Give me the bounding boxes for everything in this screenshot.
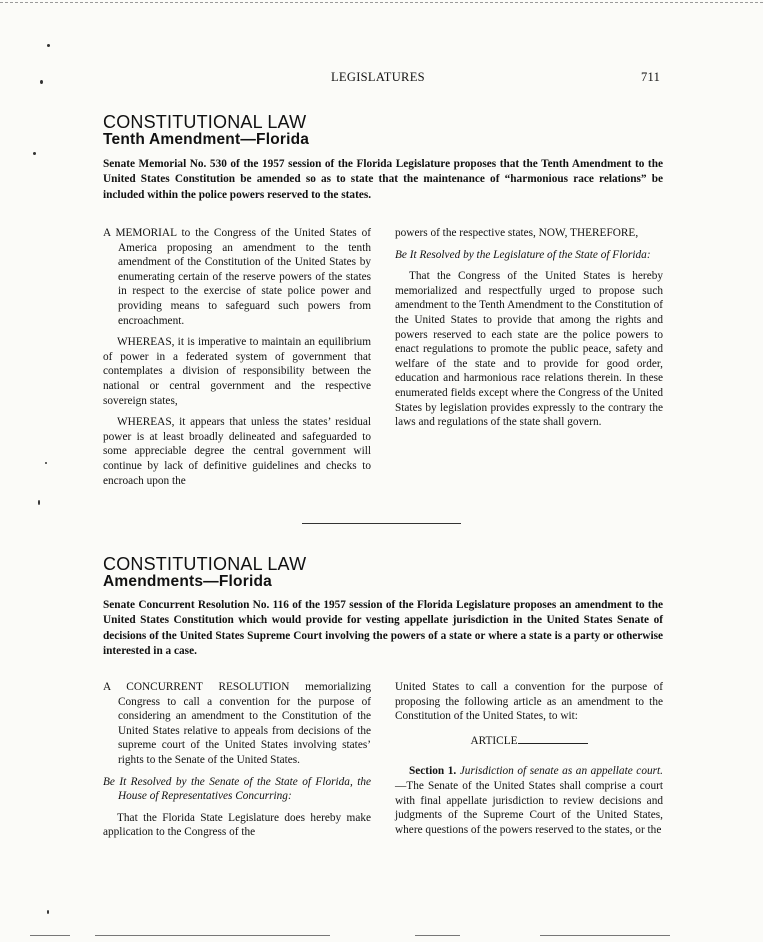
memorial-preamble: A MEMORIAL to the Congress of the United States of America proposing an amendment to the tenth amendment of the Constitution of the United States by enumerating certain of the reserve powers of the states in respect to the exercise of state police power and providing means to safeguard such powers from encroachment. [103,227,371,327]
section-title: Jurisdiction of senate as an appellate court. [459,765,663,778]
bottom-edge-mark [540,935,670,936]
section-number: Section 1. [409,765,457,778]
section-1-summary: Senate Memorial No. 530 of the 1957 session of the Florida Legislature proposes that the Tenth Amendment to the United States Constitution be amended so as to state that the maintenance of “harmonious race relations” be included within the police powers reserved to the states. [103,158,663,201]
scan-speck [47,910,49,914]
scan-speck [38,500,40,505]
article-heading [395,734,663,749]
section-1-right-column [395,226,663,437]
whereas-paragraph-1: WHEREAS, it is imperative to maintain an equilibrium of power in a federated system of government that contemplates a division of responsibility between the national or central government and the respective sovereign states, [103,336,371,407]
concurrent-resolving-clause: Be It Resolved by the Senate of the State of Florida, the House of Representatives Concurring: [103,775,371,803]
section-2-left-column [103,680,371,847]
scan-speck [45,462,47,464]
section-2-subheading: Amendments—Florida [103,572,272,590]
concurrent-resolution-preamble: A CONCURRENT RESOLUTION memorializing Congress to call a convention for the purpose of considering an amendment to the Constitution of the United States relative to appeals from decisions of the supreme court of the United States involving states’ rights to the Senate of the United States. [103,681,371,766]
section-2-right-column [395,680,663,844]
section-2-summary: Senate Concurrent Resolution No. 116 of the 1957 session of the Florida Legislature proposes an amendment to the United States Constitution which would provide for vesting appellate jurisdiction in the United States Senate of decisions of the United States Supreme Court involving the powers of a state or where a state is a party or otherwise interested in a case. [103,599,663,657]
article-number-blank [518,743,588,744]
memorial-body-paragraph: That the Congress of the United States is hereby memorialized and respectfully urged to propose such amendment to the Tenth Amendment to the Constitution of the United States to provide that among the rights and powers reserved to each state are the police powers to enact regulations to promote the public peace, safety and welfare of the state and to provide for good order, education and harmonious race relations therein. In these enumerated fields except where the Congress of the United States by legislation provides expressly to the contrary the laws and regulations of the state shall govern. [395,270,663,429]
now-therefore-paragraph: powers of the respective states, NOW, THEREFORE, [395,227,639,239]
section-1-paragraph [395,764,663,837]
section-divider-rule [302,523,461,524]
section-1-left-column [103,226,371,495]
whereas-paragraph-2: WHEREAS, it appears that unless the states’ residual power is at least broadly delineated and safeguarded to some appreciable degree the central government will continue by lack of definitive guidelines and checks to encroach upon the [103,416,371,487]
convention-paragraph: United States to call a convention for the purpose of proposing the following article as an amendment to the Constitution of the United States, to wit: [395,681,663,723]
scan-speck [47,44,50,47]
article-label: ARTICLE [470,734,518,747]
scan-speck [33,152,36,155]
bottom-edge-mark [30,935,70,936]
page-number: 711 [641,70,661,84]
section-2-heading-block [103,555,306,590]
section-1-heading-block [103,113,309,148]
top-edge-dashes [0,2,763,3]
section-1-heading: CONSTITUTIONAL LAW [103,112,307,132]
application-paragraph: That the Florida State Legislature does hereby make application to the Congress of the [103,811,371,839]
scan-speck [40,80,43,84]
section-1-subheading: Tenth Amendment—Florida [103,130,310,148]
running-head-title: LEGISLATURES [331,70,425,84]
bottom-edge-mark [95,935,330,936]
resolving-clause: Be It Resolved by the Legislature of the State of Florida: [395,248,651,261]
section-text: —The Senate of the United States shall comprise a court with final appellate jurisdiction to review decisions and judgments of the Supreme Court of the United States, where questions of the powers reserved to the states, or the [395,779,663,836]
section-2-heading: CONSTITUTIONAL LAW [103,554,307,574]
bottom-edge-mark [415,935,460,936]
